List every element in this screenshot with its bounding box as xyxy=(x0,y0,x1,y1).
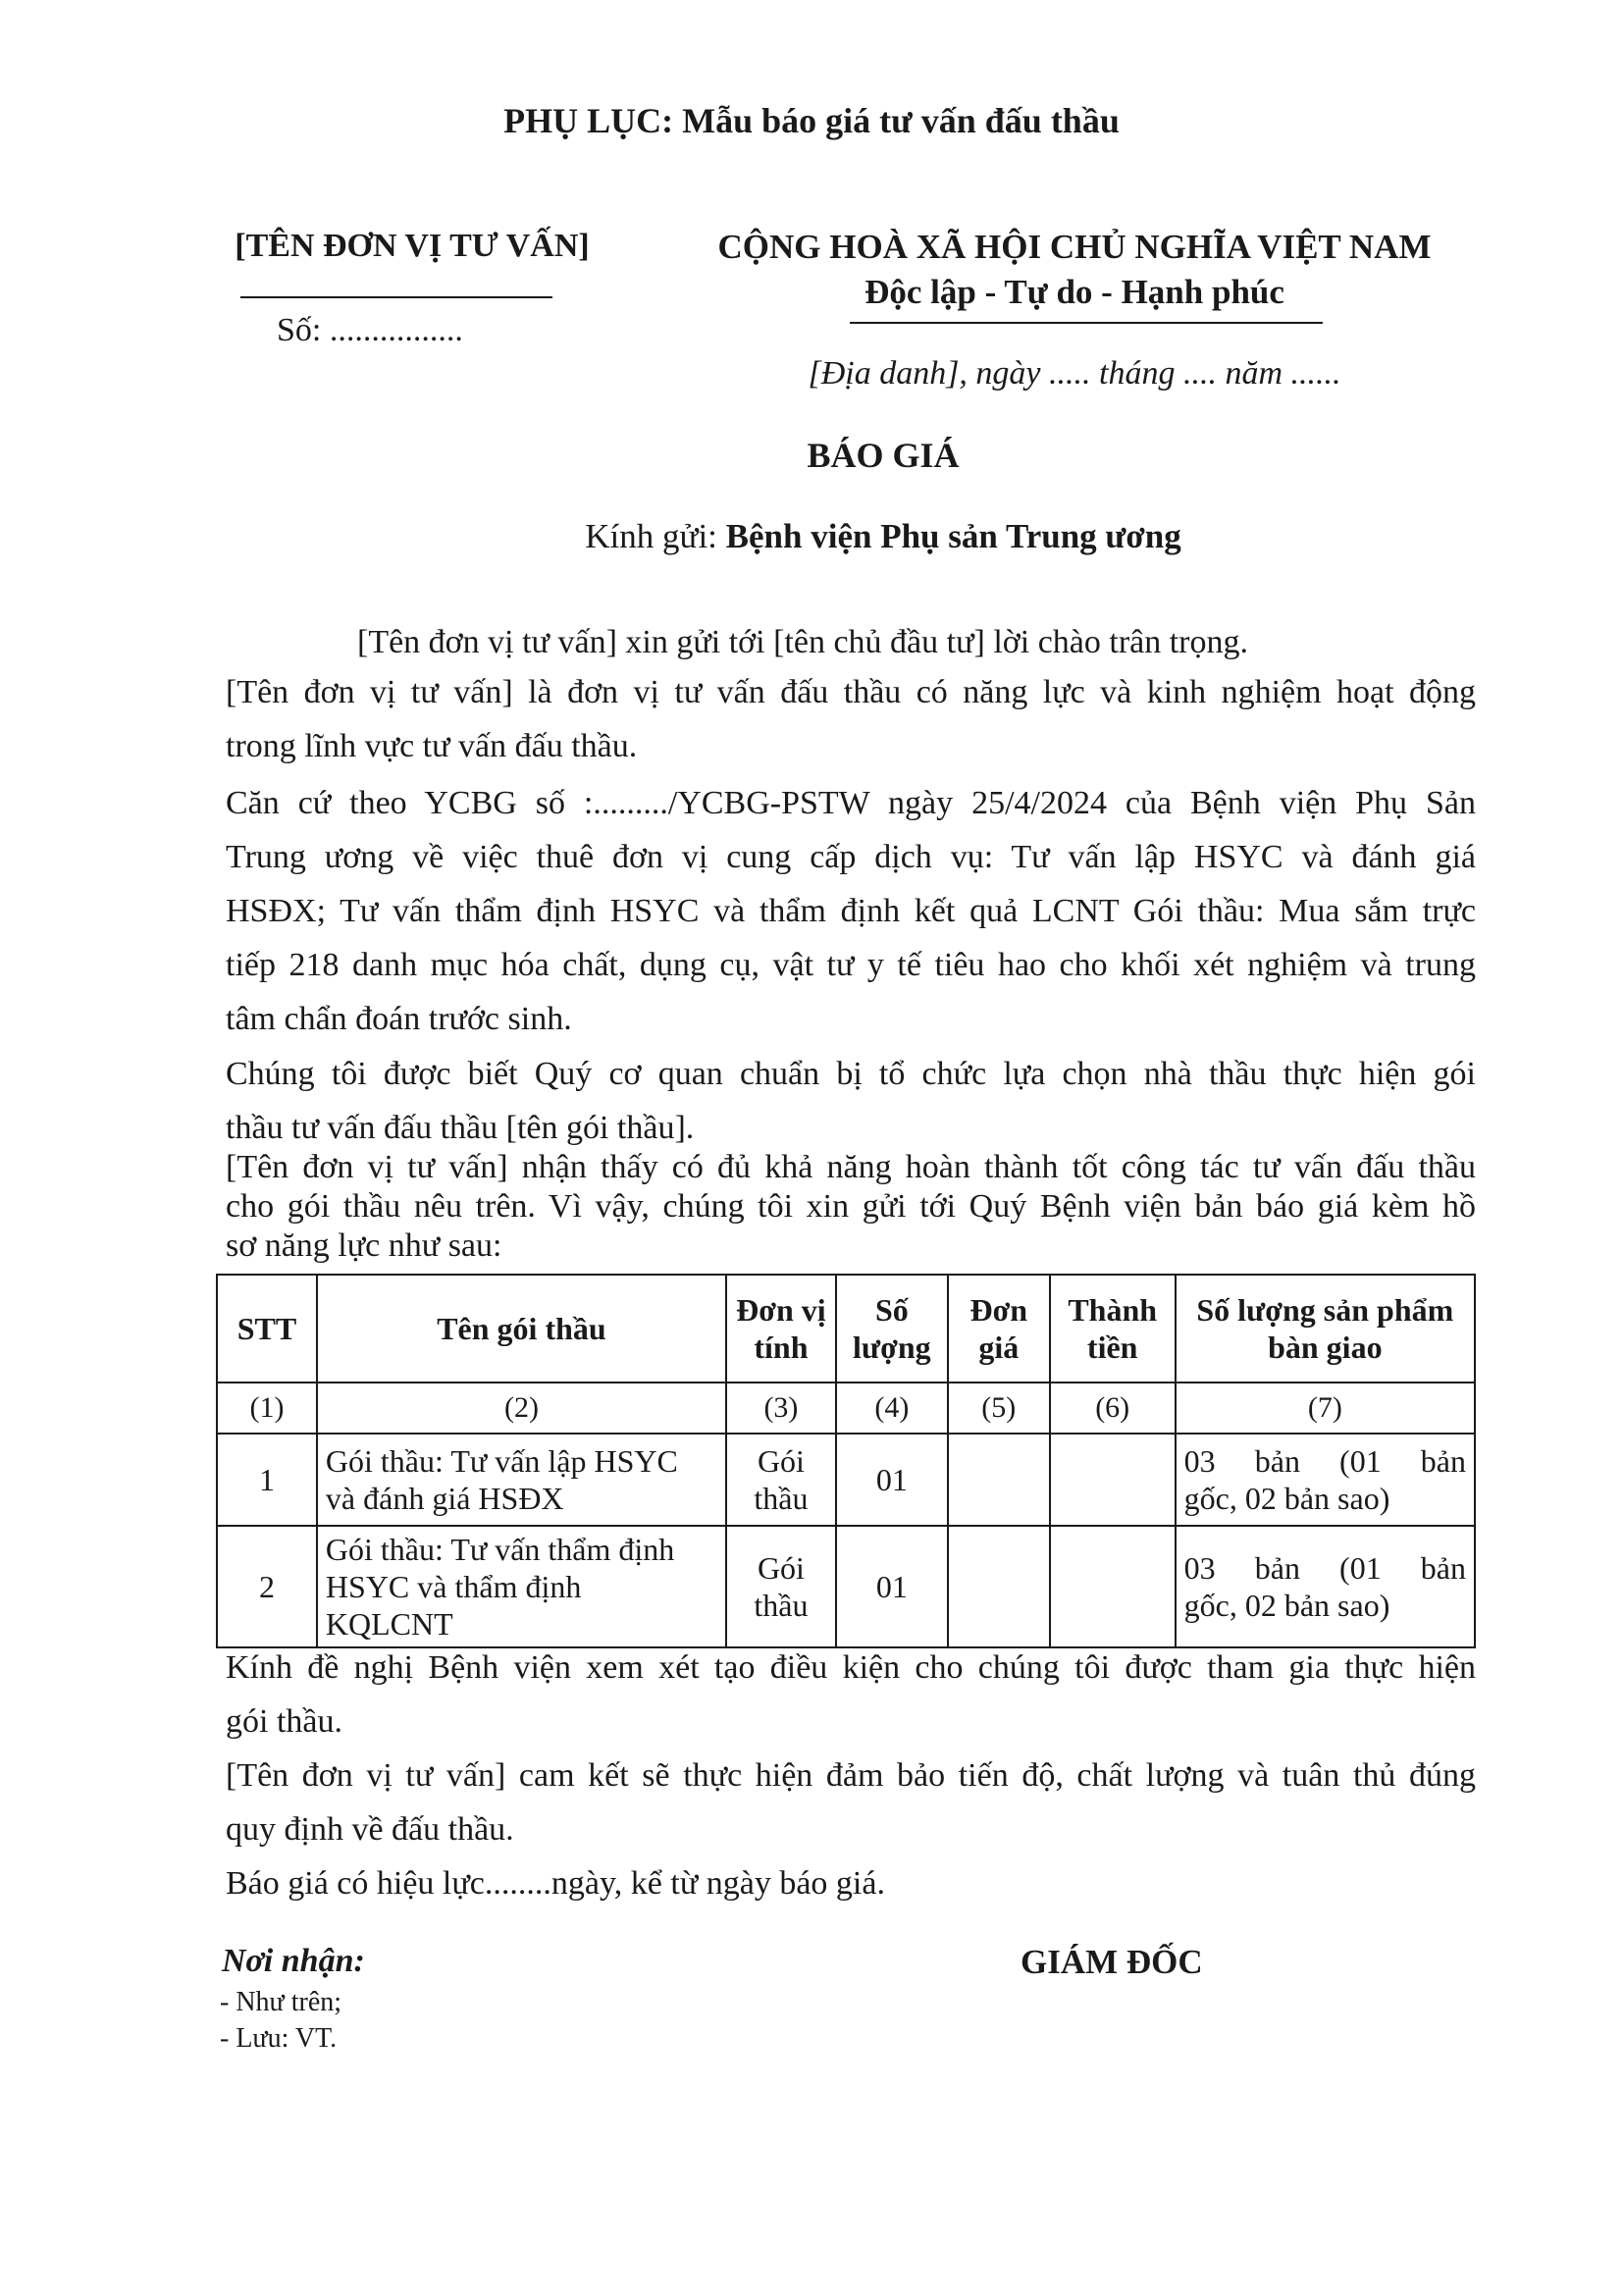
paragraph-line: Căn cứ theo YCBG số :........./YCBG-PSTW ngày 25/4/2024 của Bệnh viện Phụ Sản xyxy=(226,785,1476,821)
document-number: Số: ................ xyxy=(277,312,463,348)
document-title: BÁO GIÁ xyxy=(807,436,960,475)
header-deliverables: Số lượng sản phẩm bàn giao xyxy=(1176,1275,1475,1383)
cell-line: gốc, 02 bản sao) xyxy=(1183,1588,1390,1623)
cell-line: thầu xyxy=(754,1588,809,1623)
paragraph-line: thầu tư vấn đấu thầu [tên gói thầu]. xyxy=(226,1110,695,1146)
cell-deliverables xyxy=(1176,1526,1475,1647)
national-title: CỘNG HOÀ XÃ HỘI CHỦ NGHĨA VIỆT NAM xyxy=(717,228,1432,266)
header-package-name: Tên gói thầu xyxy=(317,1275,726,1383)
paragraph-line: [Tên đơn vị tư vấn] cam kết sẽ thực hiện đảm bảo tiến độ, chất lượng và tuân thủ đúng xyxy=(226,1757,1476,1794)
column-number: (6) xyxy=(1050,1383,1176,1434)
recipient-line xyxy=(0,517,1623,556)
basis-paragraph xyxy=(226,776,1476,1046)
table-row xyxy=(217,1434,1475,1526)
column-number: (7) xyxy=(1176,1383,1475,1434)
cell-line: gốc, 02 bản sao) xyxy=(1183,1481,1390,1516)
paragraph-line: cho gói thầu nêu trên. Vì vậy, chúng tôi xin gửi tới Quý Bệnh viện bản báo giá kèm hồ xyxy=(226,1188,1476,1225)
greeting-text: [Tên đơn vị tư vấn] xin gửi tới [tên chủ đầu tư] lời chào trân trọng. xyxy=(357,624,1249,660)
paragraph-line: tiếp 218 danh mục hóa chất, dụng cụ, vật tư y tế tiêu hao cho khối xét nghiệm và trung xyxy=(226,947,1476,983)
organization-underline xyxy=(240,296,552,298)
column-number: (2) xyxy=(317,1383,726,1434)
capability-paragraph xyxy=(226,1148,1476,1266)
recipient-prefix: Kính gửi: xyxy=(585,517,717,555)
cell-line: và đánh giá HSĐX xyxy=(325,1481,564,1516)
recipient-item: - Lưu: VT. xyxy=(220,2023,338,2054)
header-quantity: Số lượng xyxy=(836,1275,948,1383)
paragraph-line: sơ năng lực như sau: xyxy=(226,1227,502,1264)
recipient-item: - Như trên; xyxy=(220,1987,342,2017)
signer-title: GIÁM ĐỐC xyxy=(1021,1943,1203,1981)
cell-line: 03 bản (01 bản xyxy=(1183,1550,1466,1586)
cell-line: Gói xyxy=(757,1550,805,1586)
cell-total xyxy=(1050,1434,1176,1526)
cell-unit xyxy=(726,1526,836,1647)
cell-unit-price xyxy=(948,1526,1050,1647)
paragraph-line: gói thầu. xyxy=(226,1703,342,1740)
cell-line: Gói thầu: Tư vấn lập HSYC xyxy=(325,1443,678,1479)
paragraph-line: quy định về đấu thầu. xyxy=(226,1811,514,1848)
cell-line: KQLCNT xyxy=(325,1606,453,1642)
header-unit-price: Đơn giá xyxy=(948,1275,1050,1383)
header-stt: STT xyxy=(217,1275,317,1383)
cell-line: HSYC và thẩm định xyxy=(325,1569,582,1604)
cell-quantity: 01 xyxy=(836,1526,948,1647)
cell-package-name xyxy=(317,1526,726,1647)
cell-line: Gói xyxy=(757,1443,805,1479)
request-paragraph xyxy=(226,1641,1476,1748)
national-motto: Độc lập - Tự do - Hạnh phúc xyxy=(864,273,1284,311)
commitment-paragraph xyxy=(226,1748,1476,1856)
cell-unit xyxy=(726,1434,836,1526)
validity-paragraph xyxy=(226,1856,1476,1910)
validity-text: Báo giá có hiệu lực........ngày, kể từ ngày báo giá. xyxy=(226,1865,885,1902)
cell-deliverables xyxy=(1176,1434,1475,1526)
paragraph-line: HSĐX; Tư vấn thẩm định HSYC và thẩm định kết quả LCNT Gói thầu: Mua sắm trực xyxy=(226,893,1476,929)
cell-line: 03 bản (01 bản xyxy=(1183,1443,1466,1479)
paragraph-line: Kính đề nghị Bệnh viện xem xét tạo điều kiện cho chúng tôi được tham gia thực hiện xyxy=(226,1649,1476,1686)
greeting-paragraph xyxy=(357,615,1338,669)
paragraph-line: trong lĩnh vực tư vấn đấu thầu. xyxy=(226,728,638,764)
paragraph-line: [Tên đơn vị tư vấn] nhận thấy có đủ khả năng hoàn thành tốt công tác tư vấn đấu thầu xyxy=(226,1149,1476,1185)
paragraph-line: Trung ương về việc thuê đơn vị cung cấp dịch vụ: Tư vấn lập HSYC và đánh giá xyxy=(226,839,1476,875)
header-unit: Đơn vị tính xyxy=(726,1275,836,1383)
column-number: (4) xyxy=(836,1383,948,1434)
column-number: (1) xyxy=(217,1383,317,1434)
quote-table xyxy=(216,1274,1476,1648)
cell-unit-price xyxy=(948,1434,1050,1526)
intro-paragraph xyxy=(226,665,1476,773)
appendix-label: PHỤ LỤC: xyxy=(503,101,674,140)
motto-underline xyxy=(850,322,1323,324)
organization-name: [TÊN ĐƠN VỊ TƯ VẤN] xyxy=(235,228,590,264)
paragraph-line: Chúng tôi được biết Quý cơ quan chuẩn bị tổ chức lựa chọn nhà thầu thực hiện gói xyxy=(226,1056,1476,1092)
awareness-paragraph xyxy=(226,1047,1476,1155)
cell-quantity: 01 xyxy=(836,1434,948,1526)
appendix-text: Mẫu báo giá tư vấn đấu thầu xyxy=(682,101,1120,140)
recipient-name: Bệnh viện Phụ sản Trung ương xyxy=(725,517,1181,555)
column-number-row xyxy=(217,1383,1475,1434)
cell-stt: 1 xyxy=(217,1434,317,1526)
table-row xyxy=(217,1526,1475,1647)
cell-stt: 2 xyxy=(217,1526,317,1647)
column-number: (5) xyxy=(948,1383,1050,1434)
table-header-row xyxy=(217,1275,1475,1383)
paragraph-line: [Tên đơn vị tư vấn] là đơn vị tư vấn đấu thầu có năng lực và kinh nghiệm hoạt động xyxy=(226,674,1476,710)
place-date: [Địa danh], ngày ..... tháng .... năm ...... xyxy=(808,355,1341,391)
cell-package-name xyxy=(317,1434,726,1526)
cell-line: thầu xyxy=(754,1481,809,1516)
cell-total xyxy=(1050,1526,1176,1647)
column-number: (3) xyxy=(726,1383,836,1434)
header-total: Thành tiền xyxy=(1050,1275,1176,1383)
appendix-title xyxy=(0,100,1623,141)
cell-line: Gói thầu: Tư vấn thẩm định xyxy=(325,1532,675,1567)
paragraph-line: tâm chẩn đoán trước sinh. xyxy=(226,1001,572,1037)
recipients-label: Nơi nhận: xyxy=(222,1943,365,1979)
